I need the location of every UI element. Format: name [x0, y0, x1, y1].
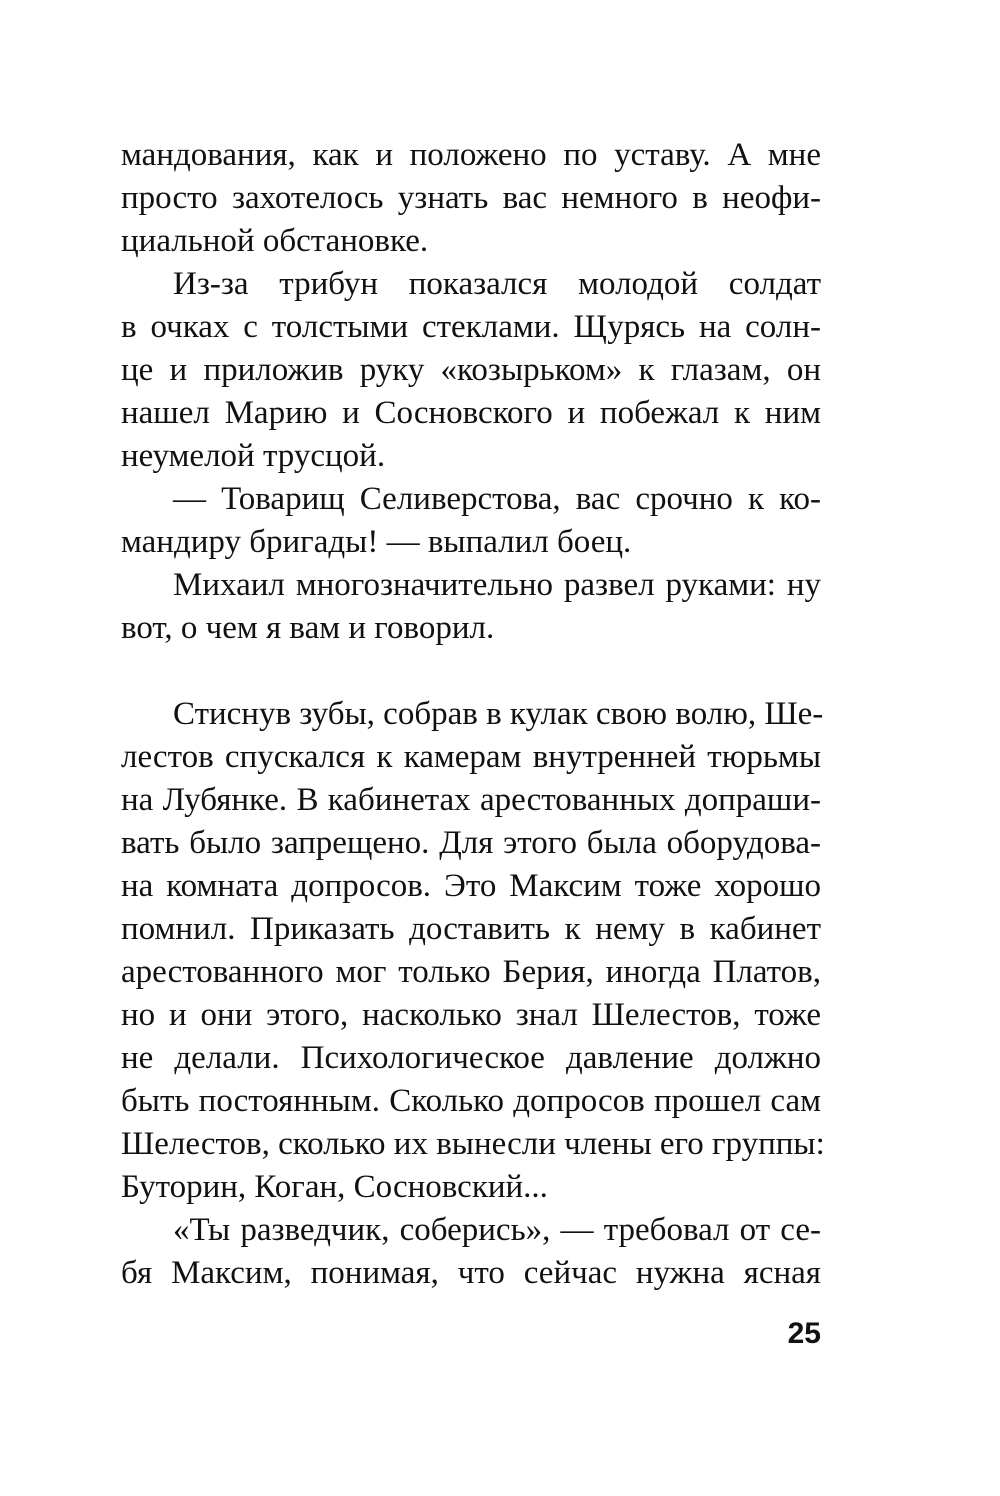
text-line: в очках с толстыми стеклами. Щурясь на солн- — [121, 309, 821, 345]
text-line: Шелестов, сколько их вынесли члены его группы: — [121, 1126, 825, 1162]
section-break — [121, 650, 821, 693]
text-line: Стиснув зубы, собрав в кулак свою волю, Ше- — [173, 696, 824, 732]
paragraph-6 — [121, 1209, 821, 1295]
text-line: неумелой трусцой. — [121, 438, 386, 474]
text-line: быть постоянным. Сколько допросов прошел сам — [121, 1083, 821, 1119]
text-line: вот, о чем я вам и говорил. — [121, 610, 495, 646]
text-line: мандиру бригады! — выпалил боец. — [121, 524, 632, 560]
text-line: арестованного мог только Берия, иногда Платов, — [121, 954, 821, 990]
paragraph-1 — [121, 134, 821, 263]
text-line: вать было запрещено. Для этого была оборудова- — [121, 825, 821, 861]
text-line: лестов спускался к камерам внутренней тюрьмы — [121, 739, 821, 775]
paragraph-2 — [121, 263, 821, 478]
text-line: мандования, как и положено по уставу. А мне — [121, 137, 821, 173]
text-line: бя Максим, понимая, что сейчас нужна ясная — [121, 1255, 821, 1291]
text-line: на Лубянке. В кабинетах арестованных допраши- — [121, 782, 821, 818]
text-line: Из-за трибун показался молодой солдат — [173, 266, 821, 302]
paragraph-4 — [121, 564, 821, 650]
text-line: просто захотелось узнать вас немного в неофи- — [121, 180, 821, 216]
text-line: на комната допросов. Это Максим тоже хорошо — [121, 868, 821, 904]
page-number: 25 — [787, 1317, 821, 1350]
text-line: помнил. Приказать доставить к нему в кабинет — [121, 911, 821, 947]
text-line: не делали. Психологическое давление должно — [121, 1040, 821, 1076]
text-line: циальной обстановке. — [121, 223, 429, 259]
text-line: нашел Марию и Сосновского и побежал к ним — [121, 395, 821, 431]
paragraph-5 — [121, 693, 825, 1209]
text-line: но и они этого, насколько знал Шелестов, тоже — [121, 997, 821, 1033]
text-line: Михаил многозначительно развел руками: ну — [173, 567, 821, 603]
text-line: «Ты разведчик, соберись», — требовал от се- — [173, 1212, 821, 1248]
page-text — [121, 134, 825, 1295]
paragraph-3 — [121, 478, 821, 564]
text-line: Буторин, Коган, Сосновский... — [121, 1169, 548, 1205]
text-line: — Товарищ Селиверстова, вас срочно к ко- — [173, 481, 821, 517]
text-line: це и приложив руку «козырьком» к глазам, он — [121, 352, 821, 388]
